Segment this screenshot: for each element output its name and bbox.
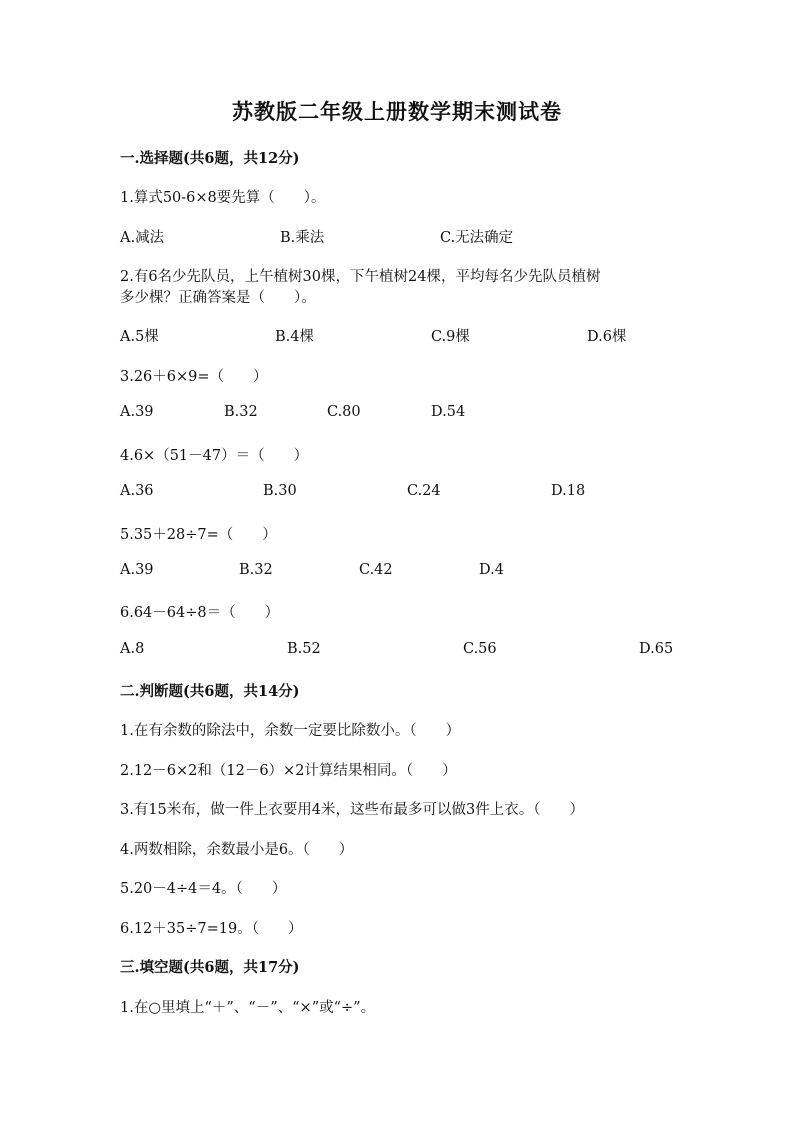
option-d: D.18	[551, 483, 586, 499]
question-text: 5.20－4÷4＝4。（ ）	[120, 881, 287, 897]
option-c: C.80	[327, 404, 361, 420]
question-text: 4.两数相除，余数最小是6。（ ）	[120, 842, 354, 858]
section-heading-choice: 一.选择题(共6题，共12分)	[120, 150, 300, 167]
option-a: A.5棵	[120, 329, 159, 345]
option-d: D.65	[639, 641, 674, 657]
option-b: B.52	[287, 641, 321, 657]
question-text: 4.6×（51－47）＝（ ）	[120, 448, 309, 464]
option-c: C.56	[463, 641, 497, 657]
question-text: 1.在有余数的除法中，余数一定要比除数小。（ ）	[120, 723, 461, 739]
option-a: A.39	[120, 404, 154, 420]
option-d: D.6棵	[587, 329, 627, 345]
question-text: 多少棵？正确答案是（ ）。	[120, 290, 316, 306]
question-text: 1.在○里填上“＋”、“－”、“×”或“÷”。	[120, 1000, 376, 1016]
question-text: 6.64－64÷8＝（ ）	[120, 605, 280, 621]
option-c: C.9棵	[431, 329, 470, 345]
option-b: B.32	[239, 562, 273, 578]
option-c: C.42	[359, 562, 393, 578]
question-text: 3.有15米布，做一件上衣要用4米，这些布最多可以做3件上衣。（ ）	[120, 802, 584, 818]
option-b: B.4棵	[275, 329, 314, 345]
option-b: B.32	[224, 404, 258, 420]
question-text: 1.算式50-6×8要先算（ ）。	[120, 190, 326, 206]
question-text: 6.12＋35÷7=19。（ ）	[120, 921, 303, 937]
option-b: B.30	[263, 483, 297, 499]
option-a: A.8	[120, 641, 145, 657]
question-text: 3.26＋6×9=（ ）	[120, 369, 268, 385]
question-text: 5.35＋28÷7=（ ）	[120, 527, 277, 543]
option-d: D.4	[479, 562, 504, 578]
option-a: A.减法	[120, 230, 165, 246]
page-title: 苏教版二年级上册数学期末测试卷	[232, 99, 562, 124]
option-a: A.36	[120, 483, 154, 499]
question-text: 2.12－6×2和（12－6）×2计算结果相同。（ ）	[120, 763, 457, 779]
section-heading-judge: 二.判断题(共6题，共14分)	[120, 683, 300, 700]
option-c: C.24	[407, 483, 441, 499]
question-text: 2.有6名少先队员，上午植树30棵，下午植树24棵，平均每名少先队员植树	[120, 269, 601, 285]
option-b: B.乘法	[280, 230, 325, 246]
option-a: A.39	[120, 562, 154, 578]
option-d: D.54	[431, 404, 466, 420]
section-heading-fill: 三.填空题(共6题，共17分)	[120, 959, 300, 976]
option-c: C.无法确定	[440, 230, 514, 246]
